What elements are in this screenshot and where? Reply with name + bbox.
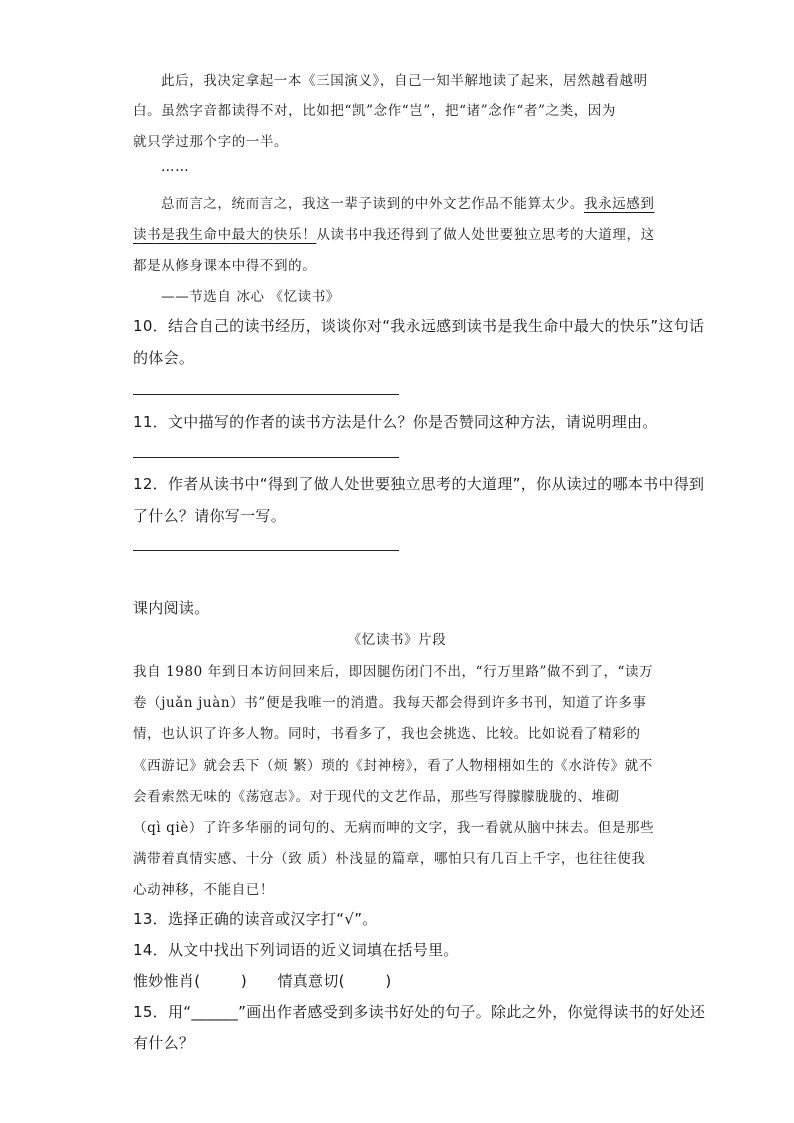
question-13: 13．选择正确的读音或汉字打“√”。	[133, 910, 378, 928]
passage2-line-1: 我自 1980 年到日本访问回来后，即因腿伤闭门不出，“行万里路”做不到了，“读万	[133, 664, 654, 680]
passage2-title: 《忆读书》片段	[347, 632, 447, 648]
passage2-line-7: 满带着真情实感、十分（致 质）朴浅显的篇章，哪怕只有几百上千字，也往往使我	[133, 851, 646, 867]
passage2-line-5: 会看索然无味的《荡寇志》。对于现代的文艺作品，那些写得朦朦胧胧的、堆砌	[133, 789, 620, 805]
passage1-line-5-text: 总而言之，统而言之，我这一辈子读到的中外文艺作品不能算太少。	[161, 196, 584, 212]
passage1-line-6	[133, 223, 655, 243]
passage1-line-1: 此后，我决定拿起一本《三国演义》，自己一知半解地读了起来，居然越看越明	[161, 73, 648, 89]
answer-line-q12[interactable]	[133, 550, 399, 551]
question-15-line-1: 15．用“______”画出作者感受到多读书好处的句子。除此之外，你觉得读书的好处还	[133, 1003, 706, 1021]
passage2-line-2: 卷（juǎn juàn）书”便是我唯一的消遣。我每天都会得到许多书刊，知道了许多事	[133, 695, 647, 711]
answer-line-q11[interactable]	[133, 457, 399, 458]
passage1-line-6-text: 从读书中我还得到了做人处世要独立思考的大道理，这	[316, 227, 655, 243]
passage2-line-4: 《西游记》就会丢下（烦 繁）琐的《封神榜》，看了人物栩栩如生的《水浒传》就不	[133, 758, 653, 774]
passage1-line-3: 就只学过那个字的一半。	[133, 134, 289, 150]
passage1-underlined-sentence-part1: 我永远感到	[584, 196, 655, 212]
question-10-line-2: 的体会。	[133, 349, 195, 367]
question-10-line-1: 10．结合自己的读书经历，谈谈你对“我永远感到读书是我生命中最大的快乐”这句话	[133, 317, 705, 335]
passage2-line-6: （qì qiè）了许多华丽的词句的、无病而呻的文字，我一看就从脑中抹去。但是那些	[133, 820, 655, 836]
passage1-underlined-sentence-part2: 读书是我生命中最大的快乐！	[133, 227, 317, 243]
passage1-source: ——节选自 冰心 《忆读书》	[161, 289, 340, 305]
passage1-ellipsis: ……	[161, 159, 190, 175]
question-12-line-2: 了什么？请你写一写。	[133, 507, 287, 525]
question-11-line-1: 11．文中描写的作者的读书方法是什么？你是否赞同这种方法，请说明理由。	[133, 413, 658, 431]
question-14: 14．从文中找出下列词语的近义词填在括号里。	[133, 941, 459, 959]
question-14-items[interactable]: 惟妙惟肖( ) 情真意切( )	[133, 972, 392, 990]
passage1-line-7: 都是从修身课本中得不到的。	[133, 258, 317, 274]
question-15-line-2: 有什么？	[133, 1034, 195, 1052]
section-label: 课内阅读。	[133, 599, 210, 617]
passage2-line-3: 情，也认识了许多人物。同时，书看多了，我也会挑选、比较。比如说看了精彩的	[133, 726, 641, 742]
answer-line-q10[interactable]	[133, 394, 399, 395]
passage1-line-5	[161, 192, 655, 212]
passage2-line-8: 心动神移，不能自已！	[133, 882, 274, 898]
passage1-line-2: 白。虽然字音都读得不对，比如把“凯”念作“岂”，把“诸”念作“者”之类，因为	[133, 103, 617, 119]
question-12-line-1: 12．作者从读书中“得到了做人处世要独立思考的大道理”，你从读过的哪本书中得到	[133, 475, 705, 493]
